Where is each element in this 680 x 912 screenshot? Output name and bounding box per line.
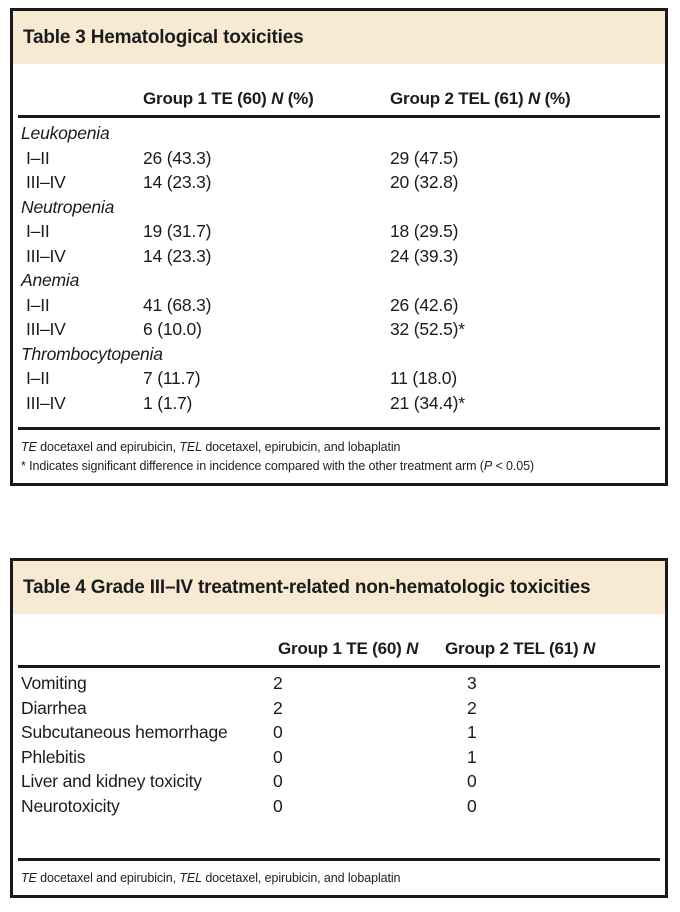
value-group2: 21 (34.4)* [390, 392, 465, 413]
table-row [21, 146, 657, 171]
row-label: I–II [26, 221, 50, 241]
value-group2: 20 (32.8) [390, 172, 459, 192]
row-label: Liver and kidney toxicity [21, 771, 202, 791]
value-group1 [143, 121, 390, 146]
table4-colheader-group1: Group 1 TE (60) N [278, 639, 419, 658]
row-label: III–IV [26, 245, 66, 266]
value-group1: 0 [273, 746, 283, 767]
table-row [21, 696, 657, 721]
value-group2: 3 [467, 673, 477, 693]
table4-card [10, 558, 668, 898]
table4-header-band [13, 561, 665, 614]
table-row [21, 391, 657, 416]
table-row [21, 268, 657, 293]
table-row [21, 195, 657, 220]
value-group1: 0 [273, 795, 283, 816]
footnote: TE docetaxel and epirubicin, TEL docetaxel, epirubicin, and lobaplatin [21, 440, 401, 454]
value-group2: 1 [467, 722, 477, 742]
table4-column-header-row [18, 614, 660, 668]
value-group2: 1 [467, 746, 477, 767]
value-group2: 32 (52.5)* [390, 319, 465, 339]
value-group1 [143, 342, 390, 367]
row-label: III–IV [26, 319, 66, 339]
row-label: I–II [26, 147, 50, 168]
row-label: Diarrhea [21, 697, 87, 718]
table-row [21, 342, 657, 367]
value-group2: 0 [467, 795, 477, 816]
table-row [21, 293, 657, 318]
value-group2 [390, 195, 657, 220]
table-row [21, 720, 657, 745]
table-row [21, 794, 657, 819]
value-group1: 14 (23.3) [143, 172, 212, 192]
table-row [21, 317, 657, 342]
row-label: Subcutaneous hemorrhage [21, 722, 228, 742]
table3-column-header-row [18, 64, 660, 118]
table-row [21, 170, 657, 195]
value-group2: 29 (47.5) [390, 147, 459, 168]
row-label: I–II [26, 294, 50, 315]
table-row [21, 745, 657, 770]
value-group1: 19 (31.7) [143, 221, 212, 241]
value-group1: 41 (68.3) [143, 294, 212, 315]
table3-card [10, 8, 668, 486]
value-group1: 7 (11.7) [143, 368, 201, 388]
value-group2: 0 [467, 771, 477, 791]
footnote: TE docetaxel and epirubicin, TEL docetaxel, epirubicin, and lobaplatin [21, 870, 401, 885]
row-label: Neutropenia [21, 196, 115, 217]
table3-colheader-group1: Group 1 TE (60) N (%) [143, 89, 314, 108]
row-label: Anemia [21, 270, 80, 290]
table-row [21, 244, 657, 269]
row-label: Neurotoxicity [21, 795, 120, 816]
value-group1: 6 (10.0) [143, 319, 202, 339]
row-label: Thrombocytopenia [21, 343, 163, 364]
table-row [21, 671, 657, 696]
value-group1 [143, 195, 390, 220]
table4-colheader-group2: Group 2 TEL (61) N [445, 639, 596, 658]
table-row [21, 769, 657, 794]
table-row [21, 219, 657, 244]
table3-title: Table 3 Hematological toxicities [23, 27, 304, 48]
table3-header-band [13, 11, 665, 64]
value-group2: 24 (39.3) [390, 245, 459, 266]
value-group1: 2 [273, 697, 283, 718]
value-group1 [143, 268, 390, 293]
footnote: * Indicates significant difference in incidence compared with the other treatment arm (P < 0.05) [21, 458, 535, 473]
value-group1: 26 (43.3) [143, 147, 212, 168]
table4-body [13, 668, 665, 818]
table4-footnotes [18, 858, 660, 896]
table3-body [13, 118, 665, 415]
row-label: Vomiting [21, 673, 87, 693]
value-group2: 11 (18.0) [390, 368, 457, 388]
value-group2 [390, 342, 657, 367]
table-row [21, 366, 657, 391]
value-group1: 2 [273, 673, 283, 693]
table3-colheader-group2: Group 2 TEL (61) N (%) [390, 89, 571, 108]
row-label: Leukopenia [21, 123, 110, 143]
value-group1: 0 [273, 771, 283, 791]
row-label: Phlebitis [21, 746, 86, 767]
value-group1: 0 [273, 722, 283, 742]
value-group2: 18 (29.5) [390, 221, 459, 241]
table4-title: Table 4 Grade III–IV treatment-related non-hematologic toxicities [23, 577, 591, 598]
row-label: III–IV [26, 392, 66, 413]
value-group1: 1 (1.7) [143, 392, 193, 413]
value-group2 [390, 121, 657, 146]
value-group1: 14 (23.3) [143, 245, 212, 266]
value-group2: 26 (42.6) [390, 294, 459, 315]
row-label: I–II [26, 368, 50, 388]
table-row [21, 121, 657, 146]
row-label: III–IV [26, 172, 66, 192]
table3-footnotes [18, 427, 660, 483]
value-group2: 2 [467, 697, 477, 718]
value-group2 [390, 268, 657, 293]
